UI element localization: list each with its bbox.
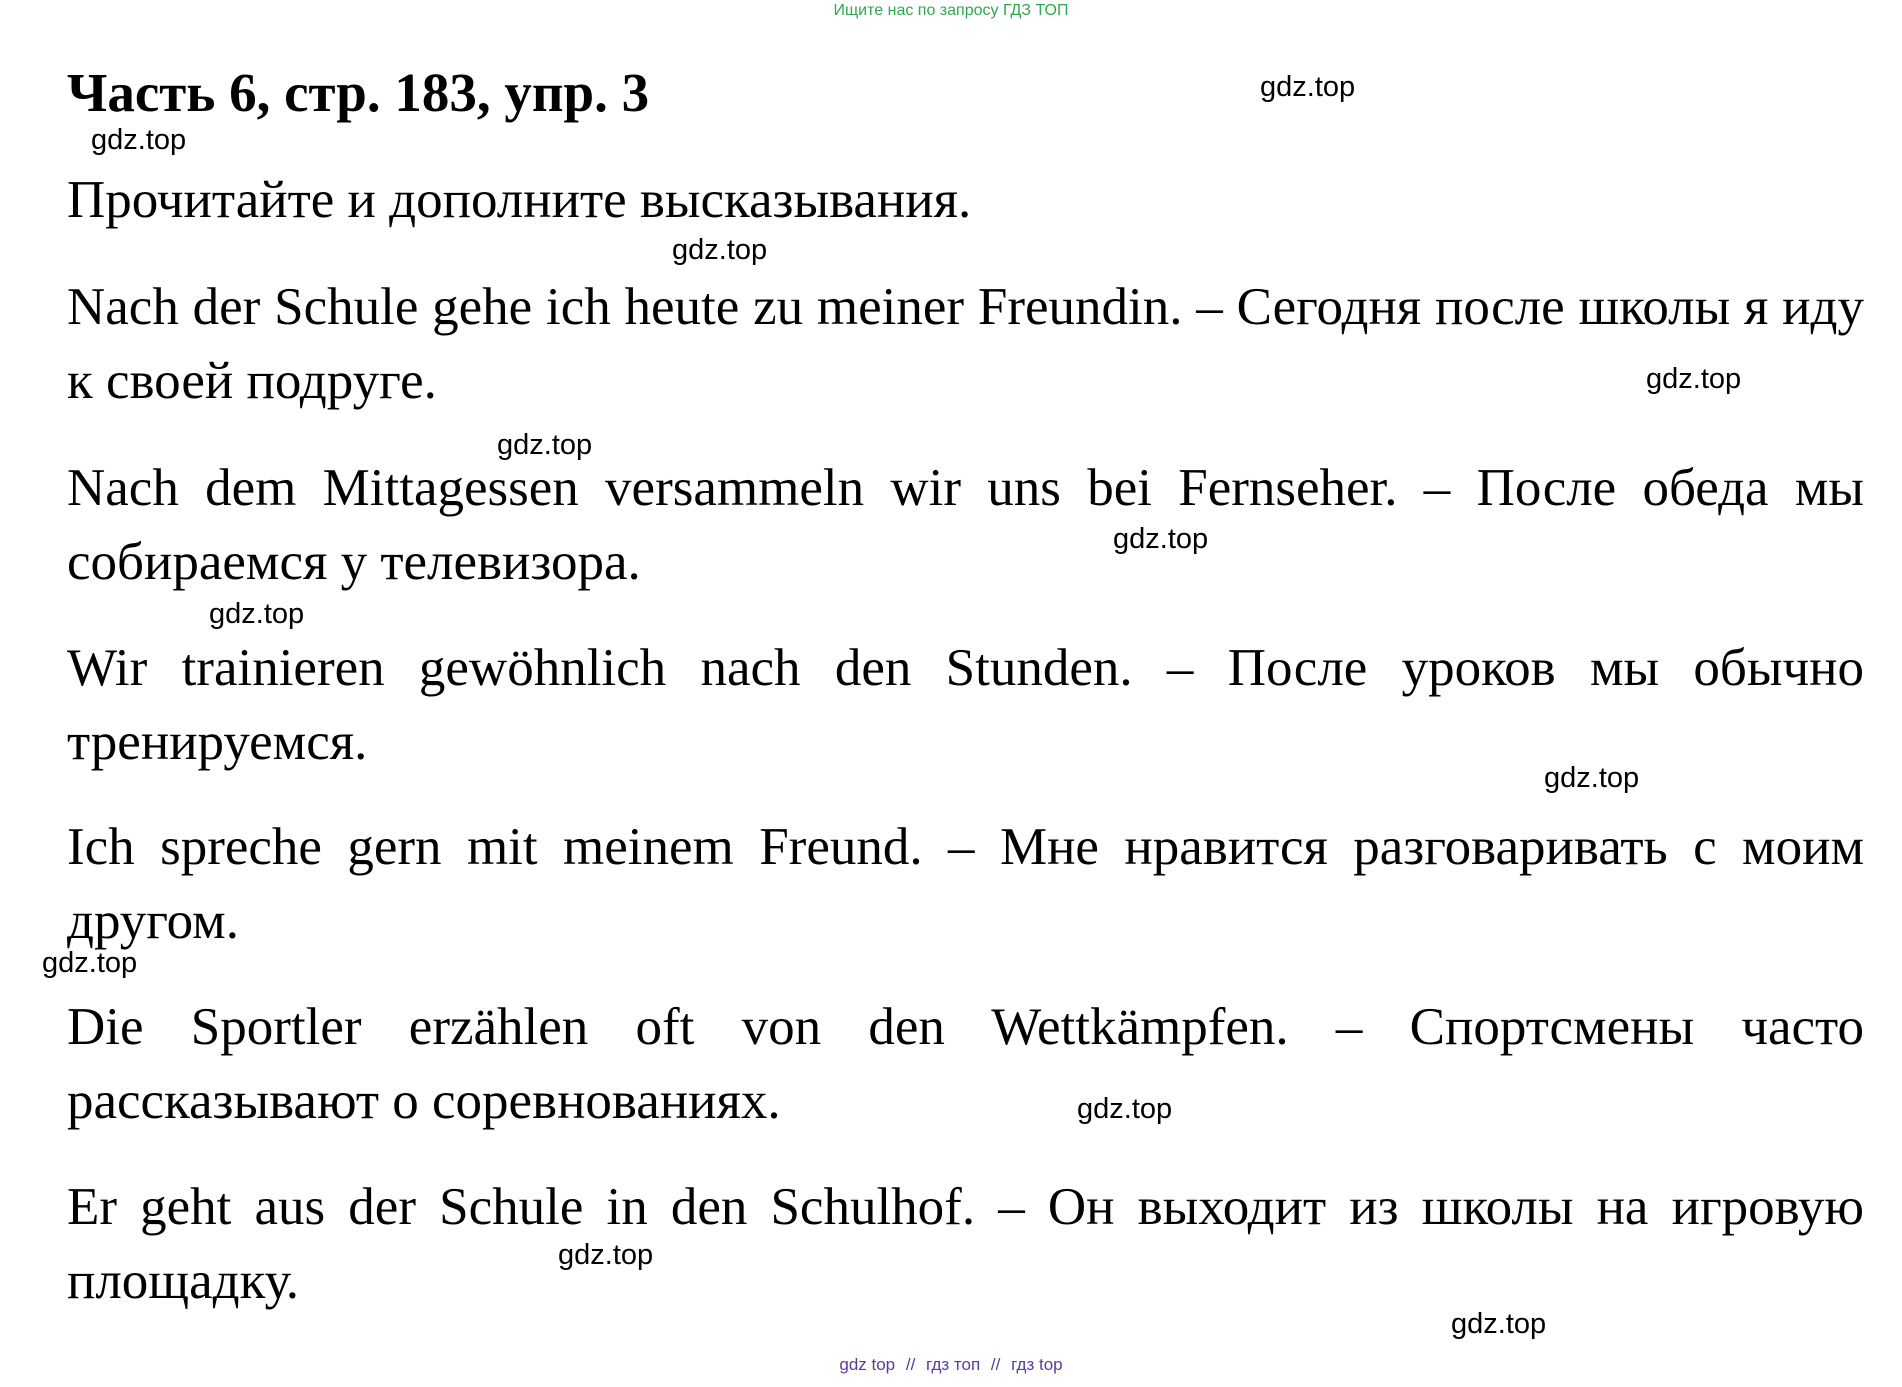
- bottom-link[interactable]: гдз топ: [926, 1355, 981, 1374]
- link-separator: //: [990, 1355, 1001, 1374]
- watermark: gdz.top: [1646, 363, 1742, 395]
- watermark: gdz.top: [1451, 1308, 1547, 1340]
- link-separator: //: [905, 1355, 916, 1374]
- sentence-item: Nach der Schule gehe ich heute zu meiner Freundin. – Сегодня после школы я иду к своей подруге.: [67, 278, 1864, 410]
- bottom-links: [0, 1354, 1902, 1376]
- watermark: gdz.top: [672, 234, 768, 266]
- sentence-item: Ich spreche gern mit meinem Freund. – Мне нравится разговаривать с моим другом.: [67, 818, 1864, 950]
- top-banner: Ищите нас по запросу ГДЗ ТОП: [833, 2, 1069, 19]
- exercise-instruction: Прочитайте и дополните высказывания.: [67, 171, 972, 229]
- watermark: gdz.top: [42, 947, 138, 979]
- sentence-item: Wir trainieren gewöhnlich nach den Stunden. – После уроков мы обычно тренируемся.: [67, 639, 1864, 771]
- watermark: gdz.top: [497, 429, 593, 461]
- watermark: gdz.top: [1077, 1093, 1173, 1125]
- watermark: gdz.top: [1260, 71, 1356, 103]
- bottom-link[interactable]: гдз top: [1011, 1355, 1063, 1374]
- watermark: gdz.top: [558, 1239, 654, 1271]
- watermark: gdz.top: [1113, 523, 1209, 555]
- sentence-item: Die Sportler erzählen oft von den Wettkämpfen. – Спортсмены часто рассказывают о соревнованиях.: [67, 998, 1864, 1130]
- exercise-title: Часть 6, стр. 183, упр. 3: [67, 62, 650, 123]
- sentence-item: Er geht aus der Schule in den Schulhof. – Он выходит из школы на игровую площадку.: [67, 1178, 1864, 1310]
- watermark: gdz.top: [209, 598, 305, 630]
- sentence-item: Nach dem Mittagessen versammeln wir uns bei Fernseher. – После обеда мы собираемся у телевизора.: [67, 459, 1864, 591]
- bottom-link[interactable]: gdz top: [839, 1355, 896, 1374]
- watermark: gdz.top: [91, 124, 187, 156]
- watermark: gdz.top: [1544, 762, 1640, 794]
